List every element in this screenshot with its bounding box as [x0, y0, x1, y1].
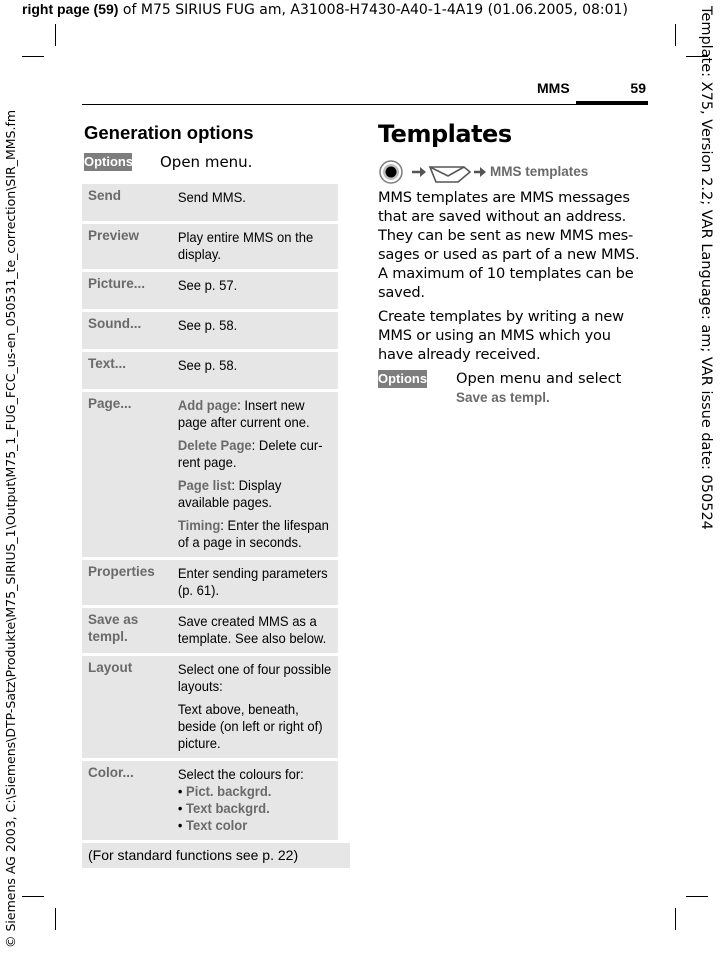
table-row	[82, 392, 350, 557]
option-key: Text...	[82, 352, 176, 389]
mms-templates-menu-item: MMS templates	[490, 164, 589, 179]
option-key: Layout	[82, 656, 176, 758]
options-softkey-row	[84, 153, 350, 173]
option-value: See p. 58.	[176, 312, 338, 349]
options-softkey-text: Open menu.	[160, 153, 253, 171]
page-subitem: Add page: Insert new page after current one.	[177, 397, 310, 430]
print-header-rest: of M75 SIRIUS FUG am, A31008-H7430-A40-1-4A19 (01.06.2005, 08:01)	[118, 2, 628, 18]
templates-description: MMS templates are MMS messages that are saved without an address. They can be sent as new MMS mes-sages or used as part of a new MMS. A maximum of 10 templates can be saved.	[378, 189, 640, 301]
option-value: Send MMS.	[176, 184, 338, 221]
templates-heading: Templates	[378, 120, 512, 148]
option-key: Page...	[82, 392, 176, 557]
option-value: Select the colours for: • Pict. backgrd. • Text backgrd. • Text color	[176, 761, 338, 840]
navigation-key-icon	[380, 161, 402, 183]
arrow-right-icon	[412, 167, 426, 177]
options-instruction: Open menu and select Save as templ.	[456, 369, 646, 407]
option-key: Save as templ.	[82, 608, 176, 653]
option-value: See p. 58.	[176, 352, 338, 389]
crop-mark	[675, 24, 676, 46]
option-key: Preview	[82, 224, 176, 269]
list-item: • Text backgrd.	[177, 800, 270, 816]
table-row	[82, 184, 350, 221]
table-row	[82, 608, 350, 653]
crop-mark	[55, 908, 56, 930]
crop-mark	[22, 896, 44, 897]
option-value: Enter sending parameters (p. 61).	[176, 560, 338, 605]
save-as-template-item: Save as templ.	[456, 390, 550, 405]
generation-options-heading: Generation options	[84, 122, 254, 143]
menu-path-icons	[378, 160, 488, 184]
list-item: • Text color	[177, 817, 248, 833]
header-rule	[82, 104, 576, 105]
options-table	[82, 181, 350, 871]
page-subitem: Timing: Enter the lifespan of a page in seconds.	[177, 517, 329, 550]
option-value: Play entire MMS on the display.	[176, 224, 338, 269]
crop-mark	[55, 24, 56, 46]
templates-create-text: Create templates by writing a new MMS or using an MMS which you have already received.	[378, 308, 624, 363]
table-row	[82, 352, 350, 389]
list-item: • Pict. backgrd.	[177, 783, 272, 799]
option-value: Save created MMS as a template. See also below.	[176, 608, 338, 653]
envelope-icon	[430, 167, 470, 182]
option-key: Send	[82, 184, 176, 221]
table-row	[82, 272, 350, 309]
page-subitem: Delete Page: Delete cur-rent page.	[177, 437, 323, 470]
page-subitem: Page list: Display available pages.	[177, 477, 282, 510]
section-title: MMS	[537, 80, 570, 96]
table-row	[82, 312, 350, 349]
table-row	[82, 224, 350, 269]
standard-functions-note: (For standard functions see p. 22)	[82, 843, 350, 868]
option-key: Properties	[82, 560, 176, 605]
menu-path	[378, 160, 648, 184]
crop-mark	[22, 56, 44, 57]
page-number: 59	[630, 80, 646, 96]
options-softkey[interactable]: Options	[84, 154, 134, 169]
option-key: Color...	[82, 761, 176, 840]
options-softkey[interactable]: Options	[378, 371, 428, 386]
template-info: Template: X75, Version 2.2; VAR Language: am; VAR issue date: 050524	[698, 6, 714, 530]
option-key: Picture...	[82, 272, 176, 309]
print-header	[22, 0, 712, 19]
option-value: See p. 57.	[176, 272, 338, 309]
table-row	[82, 560, 350, 605]
option-value: Select one of four possible layouts: Text above, beneath, beside (on left or right of) picture.	[176, 656, 338, 758]
table-row	[82, 761, 350, 840]
header-rule-thick	[576, 101, 648, 105]
print-header-bold: right page (59)	[22, 1, 119, 17]
arrow-right-icon	[474, 167, 486, 177]
option-key: Sound...	[82, 312, 176, 349]
option-value	[176, 392, 338, 557]
file-path: © Siemens AG 2003, C:\Siemens\DTP-Satz\Produkte\M75_SIRIUS_1\Output\M75_1_FUG_FCC_us-en_050531_te_correction\SIR_MMS.fm	[3, 109, 18, 948]
crop-mark	[686, 896, 708, 897]
crop-mark	[675, 908, 676, 930]
table-row	[82, 843, 350, 868]
table-row	[82, 656, 350, 758]
